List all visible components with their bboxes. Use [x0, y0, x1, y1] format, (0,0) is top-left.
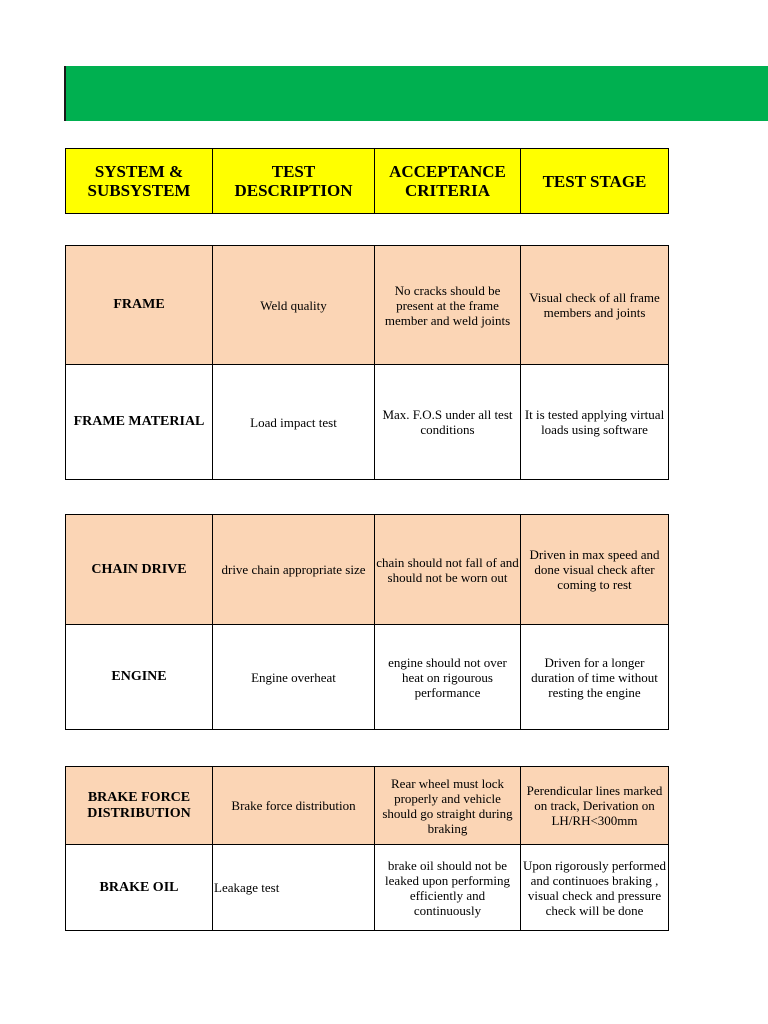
header-test-description: TEST DESCRIPTION	[213, 149, 375, 214]
description-cell: Brake force distribution	[213, 767, 375, 845]
system-cell: CHAIN DRIVE	[66, 515, 213, 625]
stage-cell: Driven in max speed and done visual check after coming to rest	[521, 515, 669, 625]
table-row	[66, 625, 669, 730]
stage-cell: Upon rigorously performed and continuoes braking , visual check and pressure check will be done	[521, 845, 669, 931]
table-row	[66, 246, 669, 365]
test-table-group-1	[65, 245, 669, 480]
table-row	[66, 365, 669, 480]
description-cell: Weld quality	[213, 246, 375, 365]
table-row	[66, 767, 669, 845]
header-system-subsystem: SYSTEM & SUBSYSTEM	[66, 149, 213, 214]
system-cell: BRAKE FORCE DISTRIBUTION	[66, 767, 213, 845]
description-cell: drive chain appropriate size	[213, 515, 375, 625]
header-test-stage: TEST STAGE	[521, 149, 669, 214]
criteria-cell: chain should not fall of and should not be worn out	[375, 515, 521, 625]
criteria-cell: Rear wheel must lock properly and vehicle should go straight during braking	[375, 767, 521, 845]
description-cell: Load impact test	[213, 365, 375, 480]
stage-cell: Perendicular lines marked on track, Derivation on LH/RH<300mm	[521, 767, 669, 845]
title-banner	[64, 66, 768, 121]
stage-cell: Visual check of all frame members and joints	[521, 246, 669, 365]
stage-cell: It is tested applying virtual loads using software	[521, 365, 669, 480]
header-acceptance-criteria: ACCEPTANCE CRITERIA	[375, 149, 521, 214]
test-table-group-2	[65, 514, 669, 730]
system-cell: ENGINE	[66, 625, 213, 730]
description-cell: Engine overheat	[213, 625, 375, 730]
criteria-cell: brake oil should not be leaked upon performing efficiently and continuously	[375, 845, 521, 931]
table-row	[66, 515, 669, 625]
criteria-cell: engine should not over heat on rigourous performance	[375, 625, 521, 730]
system-cell: FRAME	[66, 246, 213, 365]
header-table	[65, 148, 669, 214]
test-table-group-3	[65, 766, 669, 931]
header-row	[66, 149, 669, 214]
system-cell: FRAME MATERIAL	[66, 365, 213, 480]
system-cell: BRAKE OIL	[66, 845, 213, 931]
stage-cell: Driven for a longer duration of time without resting the engine	[521, 625, 669, 730]
table-row	[66, 845, 669, 931]
criteria-cell: Max. F.O.S under all test conditions	[375, 365, 521, 480]
criteria-cell: No cracks should be present at the frame member and weld joints	[375, 246, 521, 365]
description-cell: Leakage test	[213, 845, 375, 931]
